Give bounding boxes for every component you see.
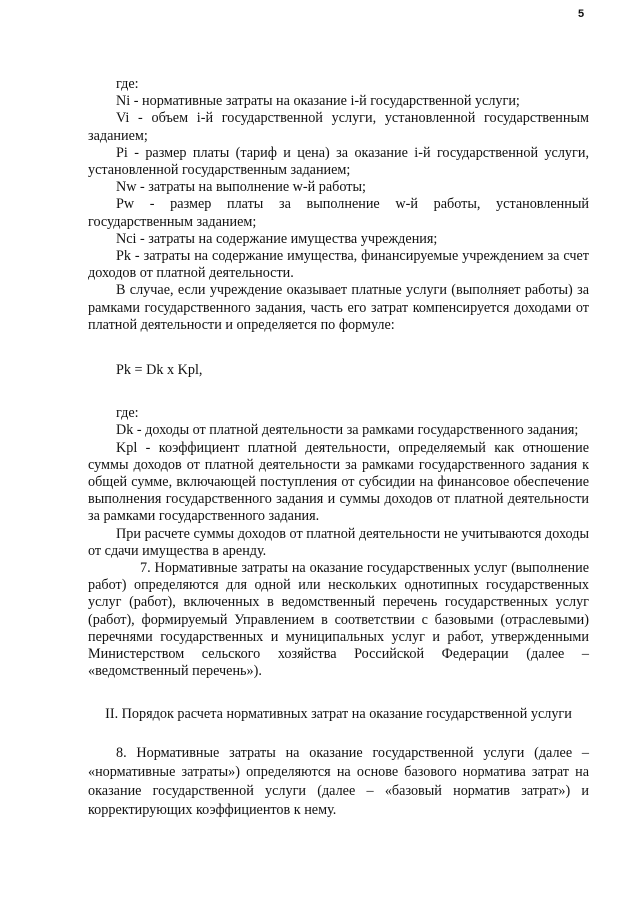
- where-label: где:: [116, 76, 139, 92]
- paragraph-8: 8. Нормативные затраты на оказание государственной услуги (далее – «нормативные затраты») определяются на основе базового норматива затрат на оказание государственной услуги (далее – «базовый норматив затрат») и корректирующих коэффициентов к нему.: [88, 744, 589, 818]
- paragraph-case: В случае, если учреждение оказывает платные услуги (выполняет работы) за рамками государственного задания, часть его затрат компенсируется доходами от платной деятельности и определяется по формуле:: [88, 282, 589, 333]
- paragraph-7: 7. Нормативные затраты на оказание государственных услуг (выполнение работ) определяются для одной или нескольких однотипных государственных услуг (работ), включенных в ведомственный перечень государственных услуг (работ), формируемый Управлением в соответствии с базовыми (отраслевыми) перечнями государственных и муниципальных услуг и работ, утвержденными Министерством сельского хозяйства Российской Федерации (далее – «ведомственный перечень»).: [88, 560, 589, 680]
- def-kpl: Kpl - коэффициент платной деятельности, определяемый как отношение суммы доходов от платной деятельности за рамками государственного задания к общей сумме, включающей поступления от субсидии на финансовое обеспечение выполнения государственного задания и суммы доходов от платной деятельности за рамками государственного задания.: [88, 439, 589, 525]
- document-body: [88, 76, 589, 820]
- def-pw: Pw - размер платы за выполнение w-й работы, установленный государственным заданием;: [88, 196, 589, 230]
- def-dk: Dk - доходы от платной деятельности за рамками государственного задания;: [116, 422, 579, 439]
- def-pi: Pi - размер платы (тариф и цена) за оказание i-й государственной услуги, установленной государственным заданием;: [88, 144, 589, 179]
- def-ni: Ni - нормативные затраты на оказание i-й государственной услуги;: [116, 93, 520, 110]
- section-heading: II. Порядок расчета нормативных затрат на оказание государственной услуги: [105, 705, 572, 722]
- page-number: 5: [578, 8, 585, 20]
- def-pk: Pk - затраты на содержание имущества, финансируемые учреждением за счет доходов от платной деятельности.: [88, 248, 589, 282]
- paragraph-rent: При расчете суммы доходов от платной деятельности не учитываются доходы от сдачи имущества в аренду.: [88, 525, 589, 559]
- where-label-2: где:: [116, 405, 139, 422]
- def-vi: Vi - объем i-й государственной услуги, установленной государственным заданием;: [88, 110, 589, 144]
- def-nci: Nci - затраты на содержание имущества учреждения;: [116, 230, 438, 247]
- formula: Pk = Dk x Kpl,: [116, 362, 203, 379]
- def-nw: Nw - затраты на выполнение w-й работы;: [116, 179, 366, 196]
